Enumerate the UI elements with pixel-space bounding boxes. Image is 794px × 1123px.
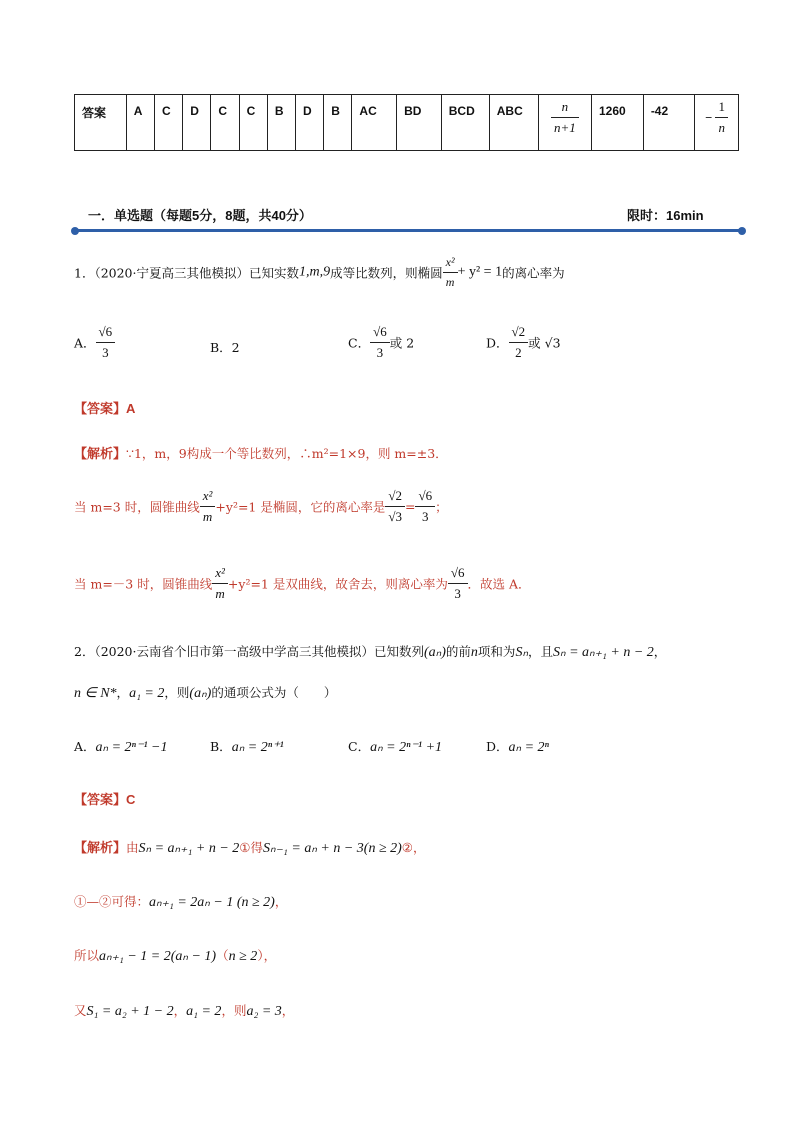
fraction-numerator: √6: [370, 324, 390, 343]
fraction-denominator: n+1: [553, 120, 576, 135]
q2-text: 的前: [445, 644, 471, 659]
fraction: [385, 488, 405, 525]
option-tail: 或 2: [389, 335, 415, 351]
analysis-text: 得: [250, 840, 264, 855]
q2-n: n: [470, 645, 478, 660]
fraction-numerator: √6: [448, 565, 468, 584]
q2-text: 的通项公式为（ ）: [211, 685, 337, 700]
q1-text: 成等比数列，则椭圆: [330, 265, 443, 281]
section-rule: [74, 229, 742, 232]
q2-text: ，则: [164, 685, 190, 700]
fraction-denominator: n: [718, 120, 725, 135]
answer-cell: ABC: [489, 95, 538, 151]
q2-analysis-line-3: [74, 946, 276, 965]
fraction-numerator: x²: [200, 488, 216, 507]
answer-cell: C: [155, 95, 183, 151]
q1-option-b[interactable]: B．2: [210, 340, 240, 355]
answer-cell-fraction: [538, 95, 591, 151]
analysis-text: 所以: [74, 948, 100, 963]
fraction: [509, 324, 529, 361]
q1-option-a[interactable]: [74, 324, 115, 361]
q2-text: 项和为: [477, 644, 516, 659]
q1-answer: 【答案】A: [74, 401, 136, 416]
analysis-text: ∵1，m，9构成一个等比数列，∴m²=1×9，则 m=±3．: [126, 446, 448, 461]
q2-math: n ∈ N*: [74, 686, 117, 701]
option-math: aₙ = 2ⁿ⁻¹ −1: [95, 740, 168, 755]
fraction: [551, 99, 579, 136]
fraction-numerator: √6: [96, 324, 116, 343]
answer-cell: 1260: [592, 95, 644, 151]
equals: =: [405, 499, 416, 514]
option-label: D．: [486, 739, 509, 754]
q2-answer: 【答案】C: [74, 792, 136, 807]
fraction: [96, 324, 116, 361]
analysis-text: 又: [74, 1003, 87, 1018]
analysis-text: （: [216, 948, 229, 963]
fraction-numerator: x²: [212, 565, 228, 584]
ellipse-rest: + y² = 1: [457, 264, 503, 280]
analysis-text: 由: [126, 840, 139, 855]
q2-text: ，: [116, 685, 130, 700]
answer-cell: AC: [352, 95, 397, 151]
fraction: [370, 324, 390, 361]
q1-analysis: [74, 443, 448, 462]
q1-seq: 1,m,9: [299, 264, 331, 280]
answer-cell: BD: [397, 95, 442, 151]
circled-two: ②: [401, 840, 414, 855]
analysis-text: ，: [281, 1003, 295, 1018]
fraction-denominator: 2: [515, 345, 522, 360]
analysis-text: ，则: [221, 1003, 247, 1018]
fraction-denominator: m: [202, 509, 213, 524]
analysis-text: ①—②可得：: [74, 894, 150, 909]
question-2-stem: [74, 642, 666, 661]
option-label: A．: [74, 335, 96, 351]
option-label: A．: [74, 739, 96, 754]
q2-text: ，: [653, 644, 667, 659]
q1-option-c[interactable]: [348, 324, 414, 361]
analysis-text: ，: [413, 840, 426, 855]
answer-cell: B: [324, 95, 352, 151]
q2-analysis-line-1: [74, 837, 426, 857]
answer-cell: C: [211, 95, 239, 151]
answer-cell: C: [239, 95, 267, 151]
answer-cell-fraction: [695, 95, 739, 151]
analysis-math: a₂ = 3: [246, 1004, 282, 1019]
option-label: D．: [486, 335, 509, 351]
analysis-math: n ≥ 2: [228, 949, 258, 964]
answer-cell: -42: [643, 95, 694, 151]
fraction-denominator: m: [215, 586, 225, 601]
q2-option-b[interactable]: [210, 737, 284, 756]
question-2-stem-line-2: [74, 683, 336, 702]
fraction: [415, 488, 435, 525]
answer-cell: BCD: [441, 95, 489, 151]
option-label: B．: [210, 739, 232, 754]
q2-text: ，且: [528, 644, 554, 659]
fraction: [715, 99, 728, 136]
option-math: aₙ = 2ⁿ⁺¹: [231, 740, 284, 755]
analysis-text: ，: [173, 1003, 187, 1018]
q2-seq: (aₙ): [424, 645, 446, 660]
q2-option-a[interactable]: [74, 737, 168, 756]
fraction-numerator: √6: [415, 488, 435, 507]
answer-cell: A: [126, 95, 154, 151]
q1-case-1: [74, 488, 448, 525]
analysis-math: S₁ = a₂ + 1 − 2: [86, 1004, 174, 1019]
q1-case-2: [74, 565, 531, 602]
q2-math: (aₙ): [189, 686, 212, 701]
q1-option-d[interactable]: [486, 324, 561, 361]
fraction-denominator: 3: [102, 345, 109, 360]
rule-right-dot: [738, 227, 746, 235]
analysis-math: a₁ = 2: [186, 1004, 222, 1019]
fraction-denominator: m: [445, 275, 455, 289]
analysis-math: Sₙ = aₙ₊₁ + n − 2: [138, 841, 240, 856]
fraction: [200, 488, 216, 525]
analysis-label: 【解析】: [74, 446, 127, 461]
analysis-math: Sₙ₋₁ = aₙ + n − 3(n ≥ 2): [263, 841, 402, 856]
analysis-math: aₙ₊₁ − 1 = 2(aₙ − 1): [99, 949, 217, 964]
option-tail: 或 √3: [528, 335, 561, 351]
q2-sn: Sₙ: [515, 645, 529, 660]
case-text: 当 m=－3 时，圆锥曲线: [74, 576, 213, 592]
analysis-label: 【解析】: [74, 840, 127, 855]
time-limit: 限时：16min: [627, 208, 704, 223]
fraction-numerator: 1: [715, 99, 728, 118]
q2-text: 2．（2020·云南省个旧市第一高级中学高三其他模拟）已知数列: [74, 644, 424, 659]
q2-analysis-line-2: [74, 892, 287, 911]
case-text: ．故选 A．: [467, 576, 531, 592]
q2-math: a₁ = 2: [129, 686, 165, 701]
q2-analysis-line-4: [74, 1001, 294, 1020]
fraction-numerator: √2: [385, 488, 405, 507]
answer-cell: B: [267, 95, 295, 151]
option-label: C．: [348, 739, 371, 754]
answer-table: [74, 94, 739, 151]
option-math: aₙ = 2ⁿ⁻¹ +1: [370, 740, 443, 755]
fraction-denominator: 3: [422, 509, 429, 524]
case-text: +y²=1 是双曲线，故舍去，则离心率为: [227, 576, 448, 592]
answer-cell: D: [296, 95, 324, 151]
minus-sign: −: [705, 110, 713, 125]
q2-option-c[interactable]: [348, 737, 442, 756]
case-text: ；: [435, 499, 448, 515]
ellipse-fraction: [443, 255, 458, 290]
option-label: C．: [348, 335, 371, 351]
question-1-stem: [74, 255, 565, 290]
fraction-numerator: √2: [509, 324, 529, 343]
fraction-denominator: 3: [376, 345, 384, 360]
answer-cell: D: [183, 95, 211, 151]
q1-text: 的离心率为: [502, 265, 565, 281]
fraction: [448, 565, 468, 602]
analysis-text: ），: [257, 948, 277, 963]
case-text: +y²=1 是椭圆，它的离心率是: [215, 499, 386, 515]
q2-option-d[interactable]: [486, 737, 549, 756]
section-title: 一．单选题（每题5分，8题，共40分）: [88, 208, 312, 223]
option-math: aₙ = 2ⁿ: [508, 740, 549, 755]
q1-text: 1．（2020·宁夏高三其他模拟）已知实数: [74, 265, 299, 281]
circled-one: ①: [239, 840, 251, 855]
fraction-numerator: x²: [443, 255, 458, 273]
answer-table-head: 答案: [75, 95, 127, 151]
fraction-denominator: 3: [454, 586, 461, 601]
fraction: [212, 565, 228, 602]
q2-formula: Sₙ = aₙ₊₁ + n − 2: [553, 645, 654, 660]
fraction-numerator: n: [551, 99, 579, 118]
analysis-math: aₙ₊₁ = 2aₙ − 1 (n ≥ 2): [149, 895, 275, 910]
fraction-denominator: √3: [388, 509, 402, 524]
analysis-text: ，: [274, 894, 288, 909]
case-text: 当 m=3 时，圆锥曲线: [74, 499, 200, 515]
